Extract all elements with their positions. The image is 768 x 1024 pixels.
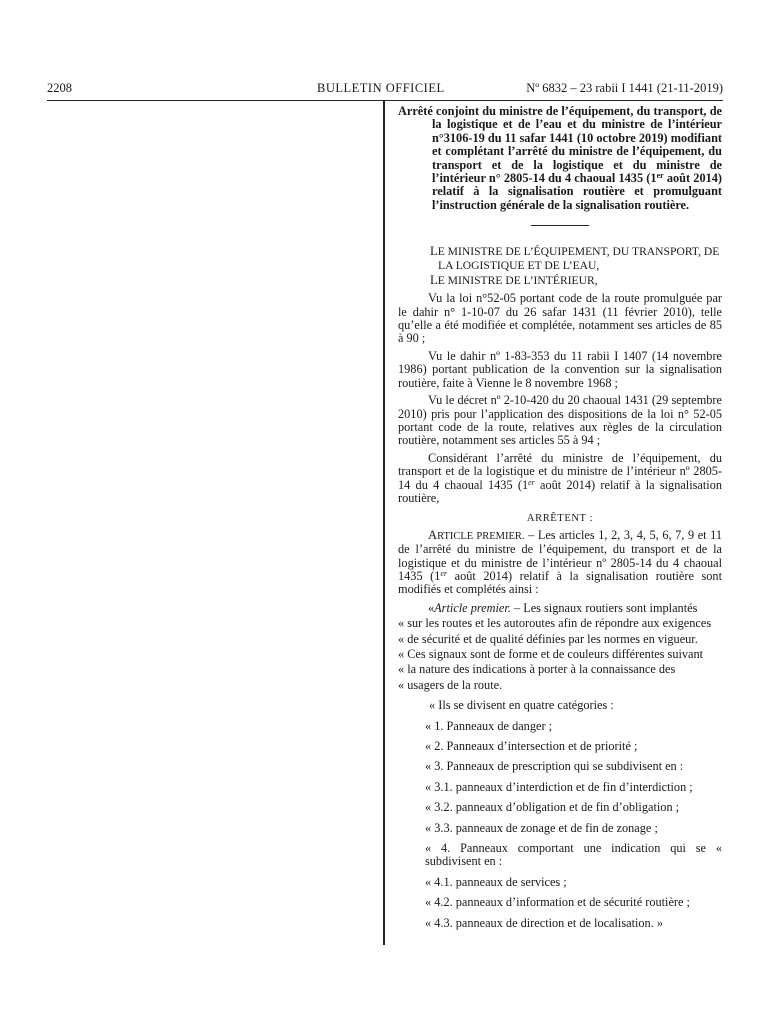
column-divider — [383, 101, 385, 945]
list-item: « 4. Panneaux comportant une indication qui se « subdivisent en : — [425, 841, 722, 869]
considerant — [398, 452, 722, 506]
quote-line: « sur les routes et les autoroutes afin de répondre aux exigences — [398, 616, 712, 631]
categories-list — [398, 699, 722, 930]
quote-line: « la nature des indications à porter à la connaissance des — [398, 662, 676, 677]
considerant-sup: er — [528, 477, 535, 487]
decree-title — [398, 105, 722, 212]
article-part-2: août 2014) relatif à la signalisation routière sont modifiés et complétés ainsi : — [398, 568, 722, 597]
page-number: 2208 — [47, 81, 72, 95]
bulletin-title: BULLETIN OFFICIEL — [317, 81, 445, 95]
quote-line-1-text: – Les signaux routiers sont implantés — [510, 600, 698, 615]
article-part-1: – Les articles 1, 2, 3, 4, 5, 6, 7, 9 et 11 de l’arrêté du ministre de l’équipement, du transport et de la logistique et du ministre de l’intérieur nº 2805-14 du 4 chaoual 1435 (1 — [398, 527, 722, 583]
considerant-part-1: Considérant l’arrêté du ministre de l’équipement, du transport et de la logistique et du ministre de l’intérieur nº 2805-14 du 4 chaoual 1435 (1 — [398, 450, 722, 492]
list-item: « 3.2. panneaux d’obligation et de fin d’obligation ; — [425, 800, 680, 815]
quote-line: « usagers de la route. — [398, 677, 503, 692]
quote-line: « Ces signaux sont de forme et de couleurs différentes suivant — [398, 647, 704, 661]
issue-info: Nº 6832 – 23 rabii I 1441 (21-11-2019) — [526, 81, 723, 95]
minister-1-initial: L — [430, 244, 438, 259]
right-column — [398, 105, 722, 930]
article-premier — [398, 529, 722, 597]
article-sup: er — [440, 568, 448, 578]
list-item: « 3.3. panneaux de zonage et de fin de zonage ; — [425, 820, 658, 835]
list-item: « 2. Panneaux d’intersection et de priorité ; — [425, 739, 638, 754]
list-item: « 3.1. panneaux d’interdiction et de fin d’interdiction ; — [425, 779, 693, 794]
vu-loi-52-05: Vu la loi n°52-05 portant code de la route promulguée par le dahir n° 1-10-07 du 26 safar 1431 (11 février 2010), telle qu’elle a été modifiée et complétée, notamment ses articles de 85 à 90 ; — [398, 291, 722, 346]
separator-rule — [531, 225, 589, 226]
list-item: « 1. Panneaux de danger ; — [425, 718, 553, 733]
decree-title-part-2: août 2014) relatif à la signalisation routière et promulguant l’instruction générale de la signalisation routière. — [432, 171, 722, 212]
list-item: « 3. Panneaux de prescription qui se subdivisent en : — [425, 759, 684, 774]
ministers-block — [398, 244, 722, 288]
arretent-heading: ARRÊTENT : — [526, 513, 594, 525]
vu-dahir: Vu le dahir nº 1-83-353 du 11 rabii I 1407 (14 novembre 1986) portant publication de la convention sur la signalisation routière, faite à Vienne le 8 novembre 1968 ; — [398, 348, 722, 390]
list-item: « 4.2. panneaux d’information et de sécurité routière ; — [425, 895, 690, 910]
article-label: RTICLE PREMIER. — [437, 530, 525, 542]
minister-2-text: E MINISTRE DE L’INTÉRIEUR, — [437, 274, 598, 288]
decree-title-sup: er — [656, 171, 664, 181]
minister-1-text: E MINISTRE DE L’ÉQUIPEMENT, DU TRANSPORT, DE LA LOGISTIQUE ET DE L’EAU, — [437, 245, 720, 273]
vu-decret: Vu le décret nº 2-10-420 du 20 chaoual 1431 (29 septembre 2010) pris pour l’application des dispositions de la loi n° 52-05 portant code de la route, relatives aux règles de la circulation routière, notamment ses articles 55 à 94 ; — [398, 393, 722, 448]
quote-open: « — [428, 600, 435, 615]
decree-title-part-1: Arrêté conjoint du ministre de l’équipement, du transport, de la logistique et de l’eau et du ministre de l’intérieur n°3106-19 du 11 safar 1441 (10 octobre 2019) modifiant et complétant l’arrêté du ministre de l’équipement, du transport et de la logistique et du ministre de l’intérieur n° 2805-14 du 4 chaoual 1435 (1 — [398, 104, 722, 186]
quote-line: « de sécurité et de qualité définies par les normes en vigueur. — [398, 631, 698, 646]
header-rule — [47, 100, 723, 101]
quote-line-1 — [398, 602, 722, 615]
minister-2-initial: L — [430, 273, 438, 288]
minister-equipment — [398, 244, 722, 273]
list-item: « Ils se divisent en quatre catégories : — [429, 698, 614, 713]
considerant-part-2: août 2014) relatif à la signalisation routière, — [398, 477, 723, 505]
list-item: « 4.3. panneaux de direction et de localisation. » — [425, 915, 664, 930]
article-initial: A — [428, 527, 438, 542]
page-header — [47, 81, 723, 99]
list-item: « 4.1. panneaux de services ; — [425, 874, 567, 889]
quote-article-label: Article premier. — [434, 600, 511, 615]
quoted-article — [398, 602, 722, 692]
minister-interior — [398, 273, 722, 288]
